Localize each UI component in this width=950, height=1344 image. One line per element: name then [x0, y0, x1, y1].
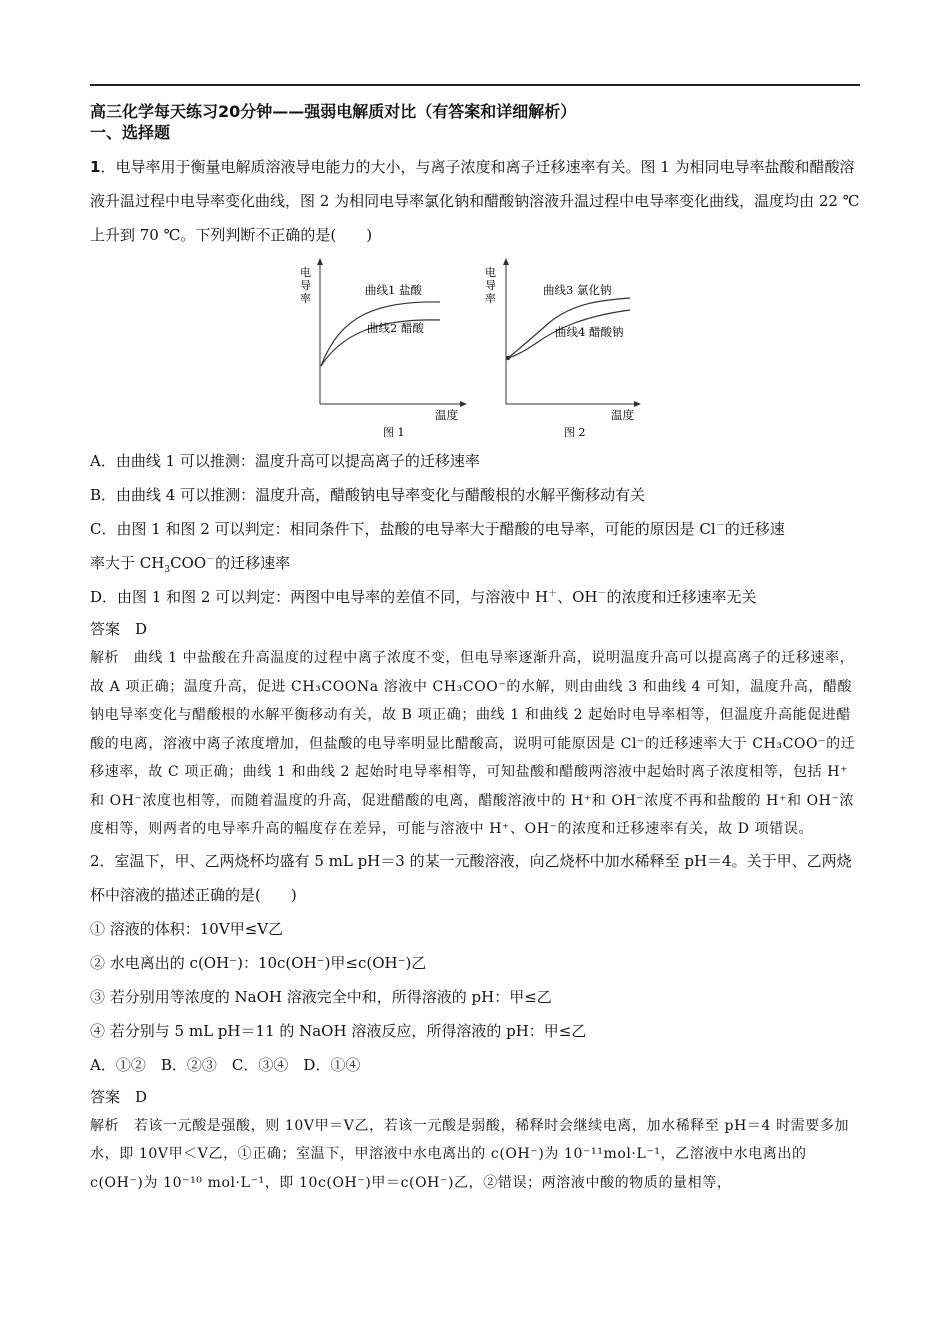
- question-1-answer: 答案 D: [90, 620, 148, 638]
- question-1-option-c-cont: 率大于 $CH_3COO^-$的迁移速率: [90, 554, 291, 575]
- question-2-statement-2: ② 水电离出的 c(OH⁻)：10c(OH⁻)甲≤c(OH⁻)乙: [90, 953, 427, 972]
- question-1-analysis: 解析 曲线 1 中盐酸在升高温度的过程中离子浓度不变，但电导率逐渐升高，说明温度升高可以提高离子的迁移速率，故 A 项正确；温度升高，促进 CH₃COONa 溶液中 CH₃COO⁻的水解，则由曲线 3 和曲线 4 可知，温度升高，醋酸钠电导率变化与醋酸根的水解平衡移动有关，故 B 项正确；曲线 1 和曲线 2 起始时电导率相等，但温度升高能促进醋酸的电离，溶液中离子浓度增加，但盐酸的电导率明显比醋酸高，说明可能原因是 Cl⁻的迁移速率大于 CH₃COO⁻的迁移速率，故 C 项正确；曲线 1 和曲线 2 起始时电导率相等，可知盐酸和醋酸两溶液中起始时离子浓度相等，包括 H⁺和 OH⁻浓度也相等，而随着温度的升高，促进醋酸的电离，醋酸溶液中的 H⁺和 OH⁻浓度不再和盐酸的 H⁺和 OH⁻浓度相等，则两者的电导率升高的幅度存在差异，可能与溶液中 H⁺、OH⁻的浓度和迁移速率有关，故 D 项错误。: [90, 650, 856, 837]
- fig1-ylabel-1: 电: [300, 266, 311, 279]
- question-2-statement-3: ③ 若分别用等浓度的 NaOH 溶液完全中和，所得溶液的 pH：甲≤乙: [90, 987, 552, 1006]
- fig1-ylabel-3: 率: [300, 292, 311, 305]
- top-rule: [90, 84, 860, 86]
- question-2-answer: 答案 D: [90, 1087, 148, 1106]
- question-1-stem: [90, 150, 860, 252]
- fig2-ylabel-1: 电: [485, 266, 496, 279]
- fig2-caption: 图 2: [564, 426, 586, 439]
- figure-2: [485, 258, 641, 439]
- fig1-curve2-label: 曲线2 醋酸: [367, 321, 424, 335]
- fig2-curve4-label: 曲线4 醋酸钠: [555, 325, 624, 339]
- question-1-number: 1: [90, 158, 101, 176]
- fig1-xlabel: 温度: [435, 408, 458, 422]
- figures: [90, 256, 860, 444]
- question-1-option-b: B．由曲线 4 可以推测：温度升高，醋酸钠电导率变化与醋酸根的水解平衡移动有关: [90, 486, 646, 504]
- fig2-curve3-label: 曲线3 氯化钠: [543, 283, 612, 297]
- section-heading: 一、选择题: [90, 123, 171, 142]
- question-1-option-c: C．由图 1 和图 2 可以判定：相同条件下，盐酸的电导率大于醋酸的电导率，可能的原因是 Cl－的迁移速: [90, 520, 785, 538]
- fig2-xlabel: 温度: [611, 408, 634, 422]
- question-2-options: A．①② B．②③ C．③④ D．①④: [90, 1055, 361, 1074]
- conductivity-figures: [285, 256, 645, 442]
- fig1-ylabel-2: 导: [300, 279, 311, 292]
- question-1-option-d: D．由图 1 和图 2 可以判定：两图中电导率的差值不同，与溶液中 H＋、OH－的浓度和迁移速率无关: [90, 588, 757, 606]
- document-page: [90, 84, 860, 1197]
- fig2-ylabel-2: 导: [485, 279, 496, 292]
- question-2-statement-1: ① 溶液的体积：10V甲≤V乙: [90, 919, 284, 938]
- figure-1: [300, 258, 467, 439]
- document-title: 高三化学每天练习20分钟——强弱电解质对比（有答案和详细解析）: [90, 102, 577, 121]
- question-2-statement-4: ④ 若分别与 5 mL pH＝11 的 NaOH 溶液反应，所得溶液的 pH：甲≤乙: [90, 1021, 587, 1040]
- fig1-caption: 图 1: [383, 426, 405, 439]
- question-2-stem: 2．室温下，甲、乙两烧杯均盛有 5 mL pH＝3 的某一元酸溶液，向乙烧杯中加水稀释至 pH＝4。关于甲、乙两烧杯中溶液的描述正确的是( ): [90, 851, 852, 904]
- fig1-curve1-label: 曲线1 盐酸: [365, 283, 422, 297]
- fig2-ylabel-3: 率: [485, 292, 496, 305]
- question-1-option-a: A．由曲线 1 可以推测：温度升高可以提高离子的迁移速率: [90, 452, 480, 470]
- question-2-analysis: 解析 若该一元酸是强酸，则 10V甲＝V乙，若该一元酸是弱酸，稀释时会继续电离，加水稀释至 pH＝4 时需要多加水，即 10V甲＜V乙，①正确；室温下，甲溶液中水电离出的 c(OH⁻)为 10⁻¹¹mol·L⁻¹，乙溶液中水电离出的 c(OH⁻)为 10⁻¹⁰ mol·L⁻¹，即 10c(OH⁻)甲＝c(OH⁻)乙，②错误；两溶液中酸的物质的量相等，: [90, 1117, 850, 1191]
- question-1-text: ．电导率用于衡量电解质溶液导电能力的大小，与离子浓度和离子迁移速率有关。图 1 为相同电导率盐酸和醋酸溶液升温过程中电导率变化曲线，图 2 为相同电导率氯化钠和醋酸钠溶液升温过程中电导率变化曲线，温度均由 22 ℃上升到 70 ℃。下列判断不正确的是( ): [90, 158, 860, 244]
